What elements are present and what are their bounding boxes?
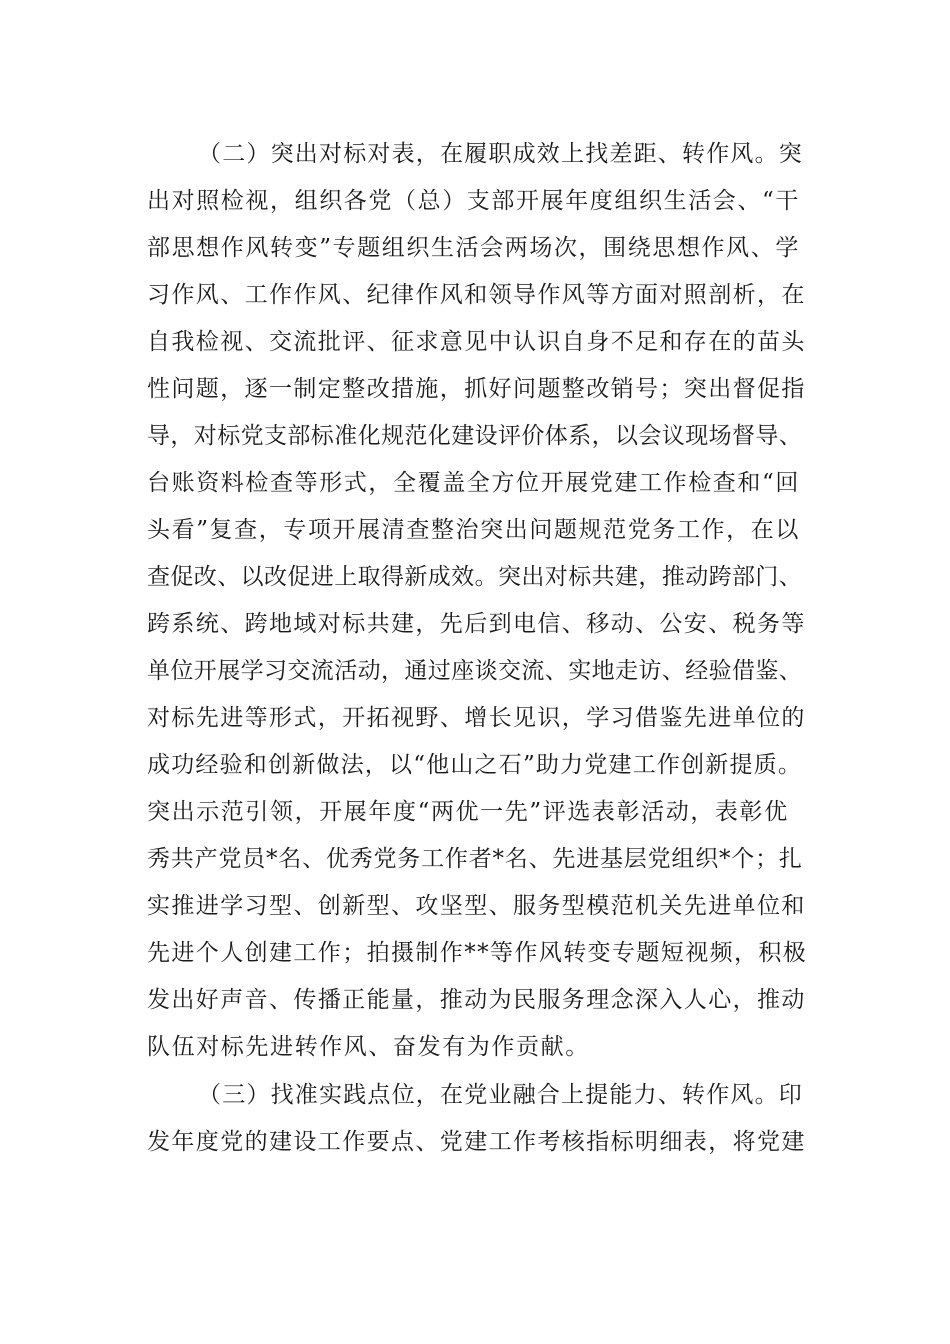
paragraph-2-line-12: 单位开展学习交流活动，通过座谈交流、实地走访、经验借鉴、: [147, 658, 803, 684]
paragraph-2-line-14: 成功经验和创新做法，以“他山之石”助力党建工作创新提质。: [147, 752, 803, 778]
paragraph-3-line-2: 发年度党的建设工作要点、党建工作考核指标明细表，将党建: [147, 1129, 806, 1155]
paragraph-2-line-2: 出对照检视，组织各党（总）支部开展年度组织生活会、“干: [147, 188, 800, 214]
paragraph-2-line-19: 发出好声音、传播正能量，推动为民服务理念深入人心，推动: [147, 987, 806, 1013]
paragraph-2-line-9: 头看”复查，专项开展清查整治突出问题规范党务工作，在以: [147, 517, 800, 543]
paragraph-2-line-1: （二）突出对标对表，在履职成效上找差距、转作风。突: [198, 141, 803, 167]
paragraph-2-line-16: 秀共产党员*名、优秀党务工作者*名、先进基层党组织*个；扎: [147, 846, 803, 872]
paragraph-2-line-20: 队伍对标先进转作风、奋发有为作贡献。: [147, 1034, 590, 1060]
paragraph-2-line-8: 台账资料检查等形式，全覆盖全方位开展党建工作检查和“回: [147, 470, 800, 496]
paragraph-2-line-7: 导，对标党支部标准化规范化建设评价体系，以会议现场督导、: [147, 423, 803, 449]
paragraph-2-line-5: 自我检视、交流批评、征求意见中认识自身不足和存在的苗头: [147, 329, 806, 355]
paragraph-2-line-15: 突出示范引领，开展年度“两优一先”评选表彰活动，表彰优: [147, 799, 789, 825]
paragraph-2-line-4: 习作风、工作作风、纪律作风和领导作风等方面对照剖析，在: [147, 282, 806, 308]
paragraph-2-line-6: 性问题，逐一制定整改措施，抓好问题整改销号；突出督促指: [147, 376, 806, 402]
paragraph-2-line-17: 实推进学习型、创新型、攻坚型、服务型模范机关先进单位和: [147, 893, 806, 919]
paragraph-3-line-1: （三）找准实践点位，在党业融合上提能力、转作风。印: [198, 1082, 803, 1108]
paragraph-2-line-10: 查促改、以改促进上取得新成效。突出对标共建，推动跨部门、: [147, 564, 803, 590]
paragraph-2-line-11: 跨系统、跨地域对标共建，先后到电信、移动、公安、税务等: [147, 611, 806, 637]
paragraph-2-line-13: 对标先进等形式，开拓视野、增长见识，学习借鉴先进单位的: [147, 705, 806, 731]
paragraph-2-line-18: 先进个人创建工作；拍摄制作**等作风转变专题短视频，积极: [147, 940, 808, 966]
paragraph-2-line-3: 部思想作风转变”专题组织生活会两场次，围绕思想作风、学: [147, 235, 800, 261]
